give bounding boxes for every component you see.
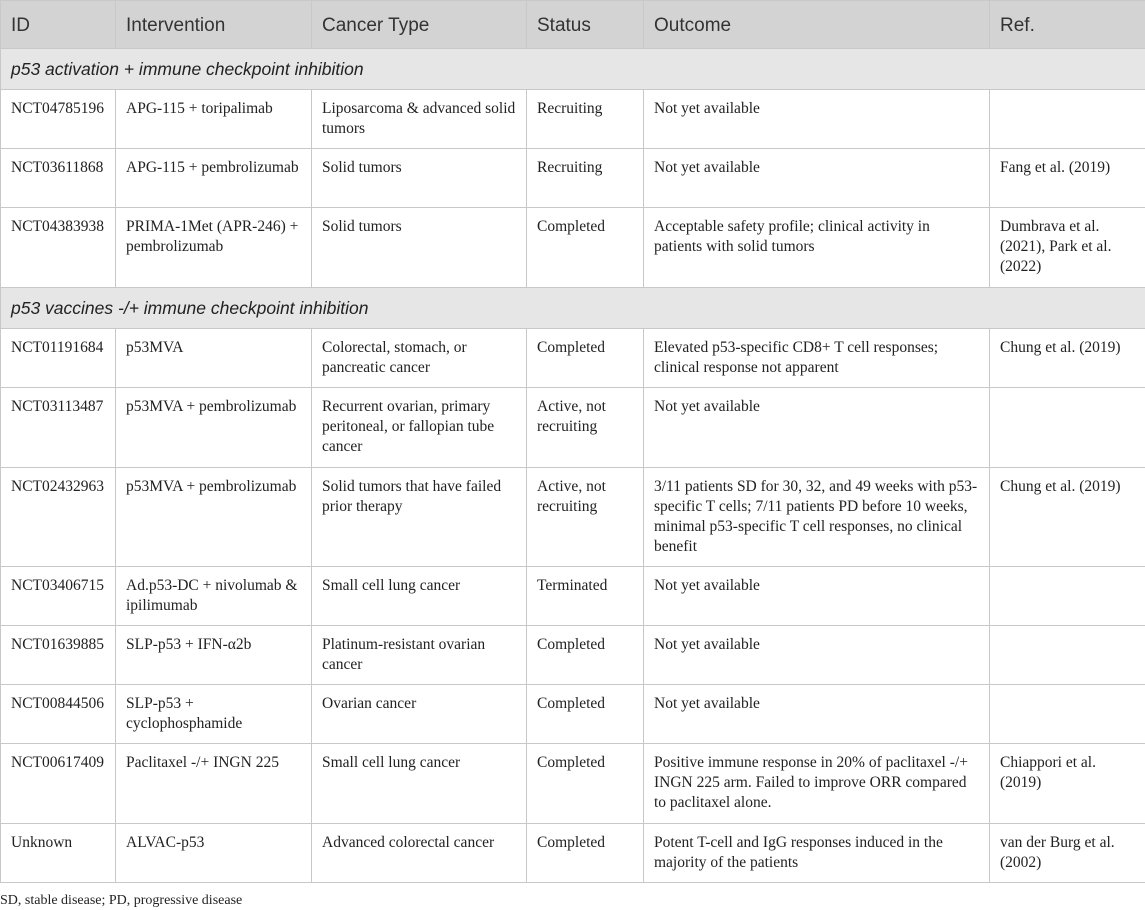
cell-cancer-type: Colorectal, stomach, or pancreatic cancer (312, 329, 527, 388)
table-row (1, 90, 1145, 149)
section-row (1, 49, 1145, 90)
cell-intervention: APG-115 + pembrolizumab (116, 149, 312, 208)
cell-cancer-type: Small cell lung cancer (312, 744, 527, 824)
cell-status: Recruiting (527, 149, 644, 208)
cell-status: Completed (527, 329, 644, 388)
table-row (1, 468, 1145, 567)
cell-ref: Chung et al. (2019) (990, 329, 1145, 388)
cell-intervention: ALVAC-p53 (116, 824, 312, 883)
table-row (1, 388, 1145, 468)
section-row (1, 288, 1145, 329)
cell-intervention: APG-115 + toripalimab (116, 90, 312, 149)
cell-cancer-type: Liposarcoma & advanced solid tumors (312, 90, 527, 149)
cell-outcome: 3/11 patients SD for 30, 32, and 49 weeks with p53-specific T cells; 7/11 patients PD before 10 weeks, minimal p53-specific T cell responses, no clinical benefit (644, 468, 990, 567)
header-id: ID (1, 1, 116, 49)
cell-cancer-type: Solid tumors that have failed prior therapy (312, 468, 527, 567)
table-row (1, 744, 1145, 824)
cell-status: Completed (527, 744, 644, 824)
cell-intervention: Ad.p53-DC + nivolumab & ipilimumab (116, 567, 312, 626)
cell-outcome: Not yet available (644, 388, 990, 468)
cell-ref: Fang et al. (2019) (990, 149, 1145, 208)
header-outcome: Outcome (644, 1, 990, 49)
cell-status: Active, not recruiting (527, 468, 644, 567)
cell-status: Completed (527, 824, 644, 883)
cell-id: NCT04785196 (1, 90, 116, 149)
cell-ref (990, 626, 1145, 685)
cell-status: Completed (527, 208, 644, 288)
cell-outcome: Not yet available (644, 626, 990, 685)
cell-id: NCT00617409 (1, 744, 116, 824)
cell-id: NCT03113487 (1, 388, 116, 468)
cell-intervention: SLP-p53 + cyclophosphamide (116, 685, 312, 744)
cell-outcome: Positive immune response in 20% of paclitaxel -/+ INGN 225 arm. Failed to improve ORR compared to paclitaxel alone. (644, 744, 990, 824)
cell-cancer-type: Small cell lung cancer (312, 567, 527, 626)
cell-intervention: SLP-p53 + IFN-α2b (116, 626, 312, 685)
cell-ref: Chiappori et al. (2019) (990, 744, 1145, 824)
cell-id: NCT00844506 (1, 685, 116, 744)
cell-outcome: Not yet available (644, 90, 990, 149)
cell-id: NCT01639885 (1, 626, 116, 685)
header-status: Status (527, 1, 644, 49)
cell-id: NCT03611868 (1, 149, 116, 208)
cell-intervention: p53MVA (116, 329, 312, 388)
cell-id: NCT03406715 (1, 567, 116, 626)
table-row (1, 626, 1145, 685)
cell-outcome: Acceptable safety profile; clinical activity in patients with solid tumors (644, 208, 990, 288)
table-row (1, 149, 1145, 208)
table-row (1, 208, 1145, 288)
cell-cancer-type: Solid tumors (312, 149, 527, 208)
cell-cancer-type: Platinum-resistant ovarian cancer (312, 626, 527, 685)
cell-cancer-type: Ovarian cancer (312, 685, 527, 744)
cell-id: NCT04383938 (1, 208, 116, 288)
cell-ref (990, 90, 1145, 149)
cell-id: NCT02432963 (1, 468, 116, 567)
cell-ref (990, 567, 1145, 626)
cell-intervention: PRIMA-1Met (APR-246) + pembrolizumab (116, 208, 312, 288)
cell-cancer-type: Solid tumors (312, 208, 527, 288)
section-title: p53 activation + immune checkpoint inhibition (1, 49, 1145, 90)
cell-intervention: p53MVA + pembrolizumab (116, 468, 312, 567)
section-title: p53 vaccines -/+ immune checkpoint inhibition (1, 288, 1145, 329)
cell-status: Active, not recruiting (527, 388, 644, 468)
cell-outcome: Potent T-cell and IgG responses induced in the majority of the patients (644, 824, 990, 883)
cell-cancer-type: Advanced colorectal cancer (312, 824, 527, 883)
cell-intervention: p53MVA + pembrolizumab (116, 388, 312, 468)
cell-status: Terminated (527, 567, 644, 626)
cell-ref (990, 388, 1145, 468)
header-row (1, 1, 1145, 49)
cell-status: Completed (527, 626, 644, 685)
table-row (1, 567, 1145, 626)
cell-status: Recruiting (527, 90, 644, 149)
cell-outcome: Not yet available (644, 149, 990, 208)
cell-ref: van der Burg et al. (2002) (990, 824, 1145, 883)
cell-outcome: Not yet available (644, 685, 990, 744)
cell-ref: Chung et al. (2019) (990, 468, 1145, 567)
table-row (1, 685, 1145, 744)
header-intervention: Intervention (116, 1, 312, 49)
cell-id: Unknown (1, 824, 116, 883)
header-ref: Ref. (990, 1, 1145, 49)
cell-ref: Dumbrava et al. (2021), Park et al. (2022) (990, 208, 1145, 288)
cell-cancer-type: Recurrent ovarian, primary peritoneal, or fallopian tube cancer (312, 388, 527, 468)
cell-outcome: Not yet available (644, 567, 990, 626)
table-row (1, 824, 1145, 883)
cell-outcome: Elevated p53-specific CD8+ T cell responses; clinical response not apparent (644, 329, 990, 388)
cell-intervention: Paclitaxel -/+ INGN 225 (116, 744, 312, 824)
cell-id: NCT01191684 (1, 329, 116, 388)
header-cancer-type: Cancer Type (312, 1, 527, 49)
cell-status: Completed (527, 685, 644, 744)
table-footnote: SD, stable disease; PD, progressive disease (0, 893, 243, 908)
table-row (1, 329, 1145, 388)
cell-ref (990, 685, 1145, 744)
